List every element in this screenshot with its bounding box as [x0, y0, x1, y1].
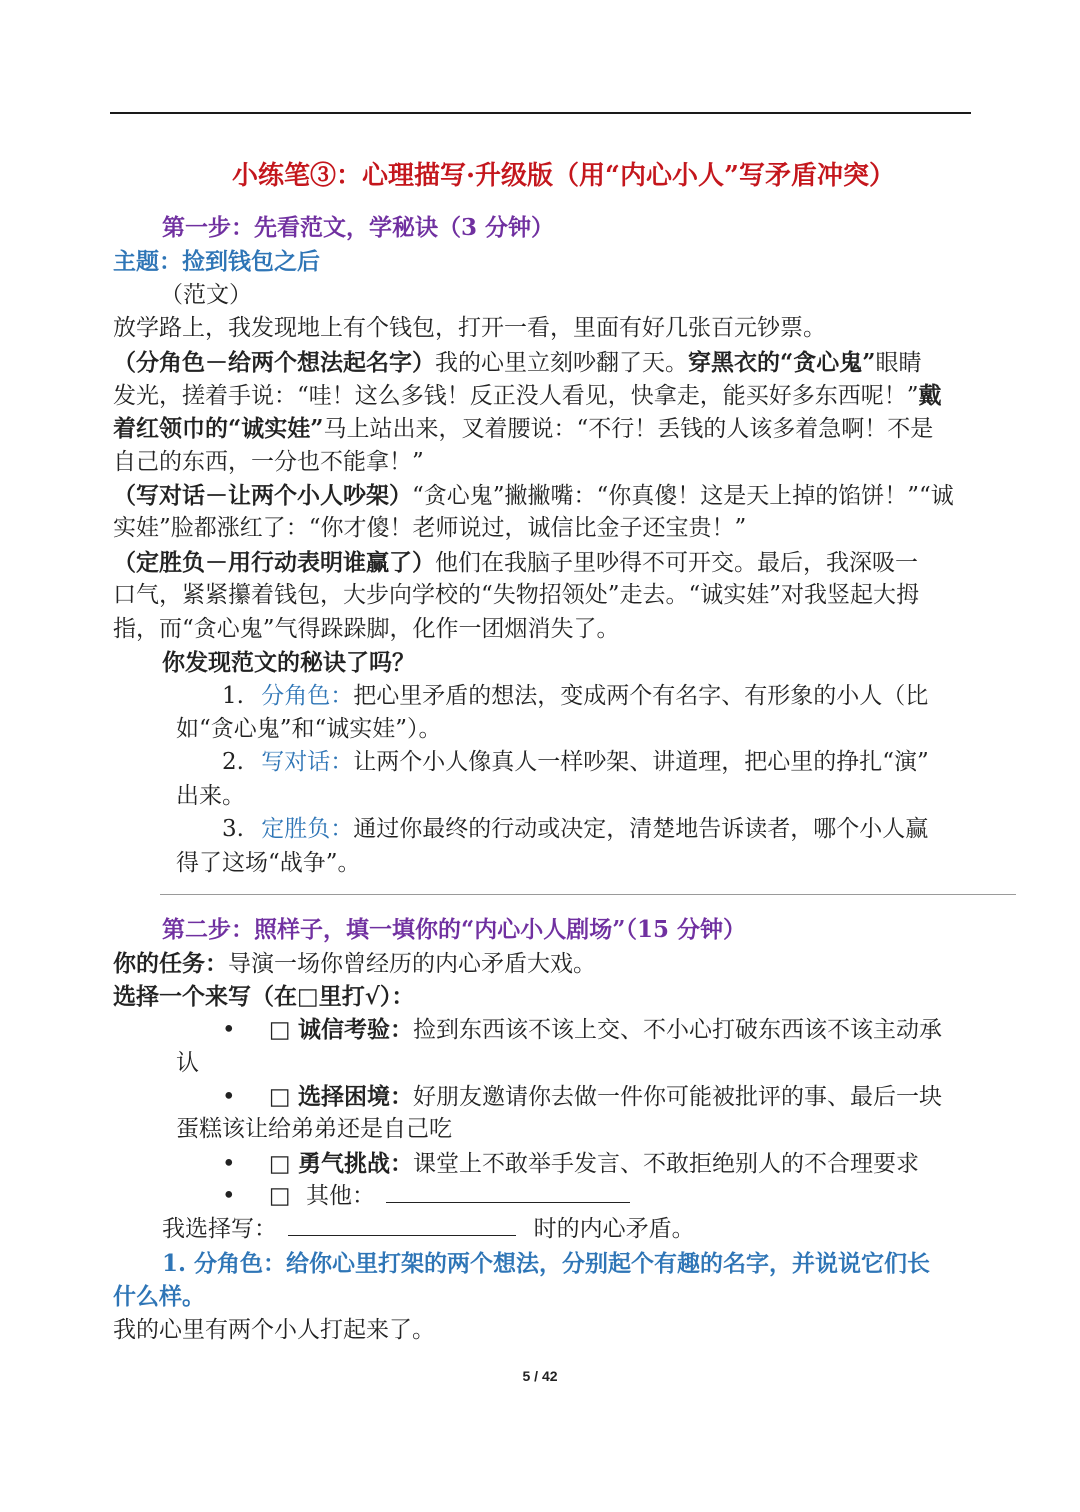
sample-paragraph-2-line-1	[113, 346, 921, 380]
list-number: 3.	[222, 816, 244, 842]
option-dilemma	[222, 1080, 942, 1114]
task-text: 导演一场你曾经历的内心矛盾大戏。	[228, 951, 596, 977]
sample-paragraph-4-line-1	[113, 546, 918, 580]
option-label: 其他：	[305, 1183, 375, 1209]
option-label: 选择困境：	[297, 1083, 413, 1110]
secret-item-3-cont: 得了这场“战争”。	[176, 850, 361, 876]
option-text: 好朋友邀请你去做一件你可能被批评的事、最后一块	[412, 1084, 942, 1110]
bullet: •	[222, 1084, 236, 1110]
secret-label: 写对话：	[261, 749, 354, 775]
option-dilemma-cont: 蛋糕该让给弟弟还是自己吃	[176, 1116, 452, 1142]
honest-kid-label: 着红领巾的“诚实娃”	[113, 415, 324, 442]
sample-text: 马上站出来，叉着腰说：“不行！丢钱的人该多着急啊！不是	[323, 416, 934, 442]
secret-text: 把心里矛盾的想法，变成两个有名字、有形象的小人（比	[353, 683, 929, 709]
choice-fill-blank[interactable]	[288, 1213, 516, 1236]
choice-line	[162, 1213, 695, 1246]
option-other	[222, 1180, 630, 1213]
page-title: 小练笔③：心理描写·升级版（用“内心小人”写矛盾冲突）	[232, 161, 895, 191]
dialogue-label: （写对话－让两个小人吵架）	[113, 482, 412, 509]
secret-text: 通过你最终的行动或决定，清楚地告诉读者，哪个小人赢	[353, 816, 929, 842]
choice-suffix: 时的内心矛盾。	[533, 1216, 695, 1242]
option-label: 勇气挑战：	[297, 1150, 413, 1177]
secret-label: 定胜负：	[261, 816, 354, 842]
step1-heading: 第一步：先看范文，学秘诀（3 分钟）	[162, 214, 555, 241]
sample-text: 他们在我脑子里吵得不可开交。最后，我深吸一	[435, 550, 918, 576]
header-rule	[110, 112, 971, 114]
option-text: 捡到东西该不该上交、不小心打破东西该不该主动承	[412, 1017, 942, 1043]
sample-text: 眼睛	[875, 350, 922, 376]
sample-paragraph-2-line-4: 自己的东西，一分也不能拿！”	[113, 449, 424, 475]
checkbox-icon[interactable]: □	[268, 1017, 291, 1043]
task-line	[113, 947, 596, 981]
secret-item-1	[222, 680, 928, 713]
sample-bold-text: 戴	[918, 382, 942, 409]
sample-paragraph-2-line-2	[113, 379, 942, 413]
sample-text: 发光，搓着手说：“哇！这么多钱！反正没人看见，快拿走，能买好多东西呢！”	[113, 383, 919, 409]
bullet: •	[222, 1017, 236, 1043]
role-split-label: （分角色－给两个想法起名字）	[113, 349, 435, 376]
section-divider	[160, 894, 1016, 895]
secret-label: 分角色：	[261, 683, 354, 709]
sample-text: “贪心鬼”撇撇嘴：“你真傻！这是天上掉的馅饼！”“诚	[412, 483, 954, 509]
list-number: 2.	[222, 749, 244, 775]
choose-instruction: 选择一个来写（在□里打√）：	[113, 983, 415, 1010]
bullet: •	[222, 1183, 236, 1209]
secret-text: 让两个小人像真人一样吵架、讲道理，把心里的挣扎“演”	[353, 749, 929, 775]
task-label: 你的任务：	[113, 950, 228, 977]
sample-paragraph-1: 放学路上，我发现地上有个钱包，打开一看，里面有好几张百元钞票。	[113, 315, 826, 341]
task1-heading-cont: 什么样。	[113, 1283, 205, 1310]
option-integrity-cont: 认	[176, 1050, 199, 1076]
task1-start-sentence: 我的心里有两个小人打起来了。	[113, 1317, 435, 1343]
checkbox-icon[interactable]: □	[268, 1084, 291, 1110]
checkbox-icon[interactable]: □	[268, 1183, 291, 1209]
secret-item-1-cont: 如“贪心鬼”和“诚实娃”）。	[176, 716, 442, 742]
greedy-ghost-label: 穿黑衣的“贪心鬼”	[688, 349, 876, 376]
task1-heading: 1. 分角色：给你心里打架的两个想法，分别起个有趣的名字，并说说它们长	[162, 1250, 931, 1277]
choice-prefix: 我选择写：	[162, 1216, 277, 1242]
bullet: •	[222, 1151, 236, 1177]
option-text: 课堂上不敢举手发言、不敢拒绝别人的不合理要求	[412, 1151, 919, 1177]
secret-item-3	[222, 813, 928, 846]
sample-paragraph-4-line-3: 指，而“贪心鬼”气得跺跺脚，化作一团烟消失了。	[113, 616, 620, 642]
decide-winner-label: （定胜负－用行动表明谁赢了）	[113, 549, 435, 576]
step2-heading: 第二步：照样子，填一填你的“内心小人剧场”（15 分钟）	[162, 916, 746, 943]
checkbox-icon[interactable]: □	[268, 1151, 291, 1177]
secret-question: 你发现范文的秘诀了吗？	[162, 649, 415, 676]
page-number: 5 / 42	[522, 1368, 558, 1384]
option-courage	[222, 1147, 919, 1181]
sample-paragraph-3-line-2: 实娃”脸都涨红了：“你才傻！老师说过，诚信比金子还宝贵！”	[113, 515, 747, 541]
sample-paragraph-3-line-1	[113, 479, 954, 513]
sample-text: 我的心里立刻吵翻了天。	[435, 350, 688, 376]
sample-tag: （范文）	[160, 282, 252, 308]
theme-heading: 主题：捡到钱包之后	[113, 248, 320, 275]
list-number: 1.	[222, 683, 244, 709]
option-label: 诚信考验：	[297, 1016, 413, 1043]
option-integrity	[222, 1013, 942, 1047]
other-fill-blank[interactable]	[386, 1180, 630, 1203]
sample-paragraph-4-line-2: 口气，紧紧攥着钱包，大步向学校的“失物招领处”走去。“诚实娃”对我竖起大拇	[113, 582, 920, 608]
sample-paragraph-2-line-3	[113, 412, 933, 446]
secret-item-2-cont: 出来。	[176, 783, 245, 809]
secret-item-2	[222, 746, 929, 779]
